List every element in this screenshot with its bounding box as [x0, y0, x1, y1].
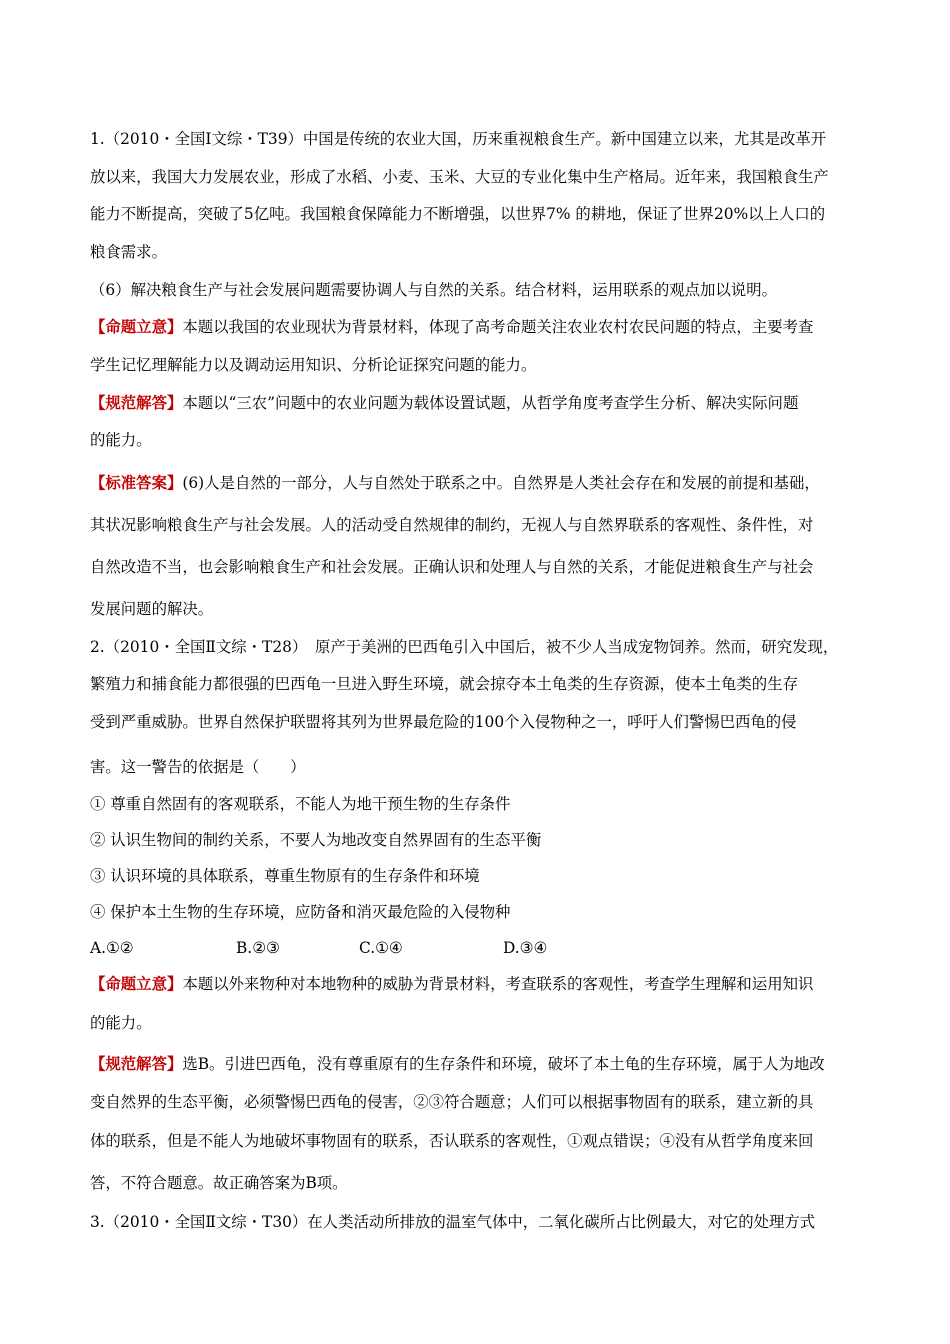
option-d: D.③④: [503, 939, 548, 957]
q1-intent: [90, 316, 862, 338]
q1-line-4: 粮食需求。: [90, 243, 167, 261]
q1-intent-text-1: 本题以我国的农业现状为背景材料，体现了高考命题关注农业农村农民问题的特点，主要考查: [182, 318, 814, 336]
option-a: A.①②: [90, 939, 134, 957]
q2-statement-3: ③ 认识环境的具体联系，尊重生物原有的生存条件和环境: [90, 867, 480, 885]
q1-answer-line-4: 发展问题的解决。: [90, 600, 214, 618]
q1-line-2: 放以来，我国大力发展农业，形成了水稻、小麦、玉米、大豆的专业化集中生产格局。近年来，我国粮食生产: [90, 168, 829, 186]
intent-tag: 【命题立意】: [90, 975, 183, 993]
q2-solution-line-4: 答，不符合题意。故正确答案为B项。: [90, 1174, 348, 1192]
q2-statement-1: ① 尊重自然固有的客观联系，不能人为地干预生物的生存条件: [90, 795, 511, 813]
solution-tag: 【规范解答】: [90, 1055, 183, 1073]
q2-line-4: 害。这一警告的依据是（ ）: [90, 758, 306, 776]
q1-solution-text-1: 本题以“三农”问题中的农业问题为载体设置试题，从哲学角度考查学生分析、解决实际问题: [182, 394, 799, 412]
q1-answer-text-1: (6)人是自然的一部分，人与自然处于联系之中。自然界是人类社会存在和发展的前提和基础，: [182, 474, 820, 492]
q1-answer: [90, 472, 862, 494]
q1-subquestion: （6）解决粮食生产与社会发展问题需要协调人与自然的关系。结合材料，运用联系的观点加以说明。: [90, 281, 777, 299]
q2-line-1: 2.（2010・全国Ⅱ文综・T28） 原产于美洲的巴西龟引入中国后，被不少人当成宠物饲养。然而，研究发现，: [90, 638, 839, 656]
solution-tag: 【规范解答】: [90, 394, 183, 412]
q1-answer-line-2: 其状况影响粮食生产与社会发展。人的活动受自然规律的制约，无视人与自然界联系的客观性、条件性，对: [90, 516, 814, 534]
intent-tag: 【命题立意】: [90, 318, 183, 336]
option-c: C.①④: [359, 939, 403, 957]
option-b: B.②③: [236, 939, 280, 957]
q2-options: [90, 937, 862, 959]
q2-statement-4: ④ 保护本土生物的生存环境，应防备和消灭最危险的入侵物种: [90, 903, 511, 921]
q2-solution: [90, 1053, 862, 1075]
q1-line-1: 1.（2010・全国Ⅰ文综・T39）中国是传统的农业大国，历来重视粮食生产。新中国建立以来，尤其是改革开: [90, 130, 827, 148]
q1-line-3: 能力不断提高，突破了5亿吨。我国粮食保障能力不断增强，以世界7% 的耕地，保证了世界20%以上人口的: [90, 205, 826, 223]
q2-solution-line-3: 体的联系，但是不能人为地破坏事物固有的联系，否认联系的客观性，①观点错误；④没有从哲学角度来回: [90, 1132, 814, 1150]
q2-intent-text-1: 本题以外来物种对本地物种的威胁为背景材料，考查联系的客观性，考查学生理解和运用知识: [182, 975, 814, 993]
q2-solution-text-1: 选B。引进巴西龟，没有尊重原有的生存条件和环境，破坏了本土龟的生存环境，属于人为地改: [182, 1055, 825, 1073]
q2-line-2: 繁殖力和捕食能力都很强的巴西龟一旦进入野生环境，就会掠夺本土龟类的生存资源，使本土龟类的生存: [90, 675, 798, 693]
q1-intent-line-2: 学生记忆理解能力以及调动运用知识、分析论证探究问题的能力。: [90, 356, 537, 374]
q1-solution-line-2: 的能力。: [90, 431, 152, 449]
q2-intent-line-2: 的能力。: [90, 1014, 152, 1032]
q2-solution-line-2: 变自然界的生态平衡，必须警惕巴西龟的侵害，②③符合题意；人们可以根据事物固有的联系，建立新的具: [90, 1093, 814, 1111]
answer-tag: 【标准答案】: [90, 474, 183, 492]
q3-line-1: 3.（2010・全国Ⅱ文综・T30）在人类活动所排放的温室气体中，二氧化碳所占比例最大，对它的处理方式: [90, 1213, 816, 1231]
q1-solution: [90, 392, 862, 414]
q1-answer-line-3: 自然改造不当，也会影响粮食生产和社会发展。正确认识和处理人与自然的关系，才能促进粮食生产与社会: [90, 558, 814, 576]
q2-intent: [90, 973, 862, 995]
q2-statement-2: ② 认识生物间的制约关系，不要人为地改变自然界固有的生态平衡: [90, 831, 542, 849]
q2-line-3: 受到严重威胁。世界自然保护联盟将其列为世界最危险的100个入侵物种之一，呼吁人们警惕巴西龟的侵: [90, 713, 797, 731]
